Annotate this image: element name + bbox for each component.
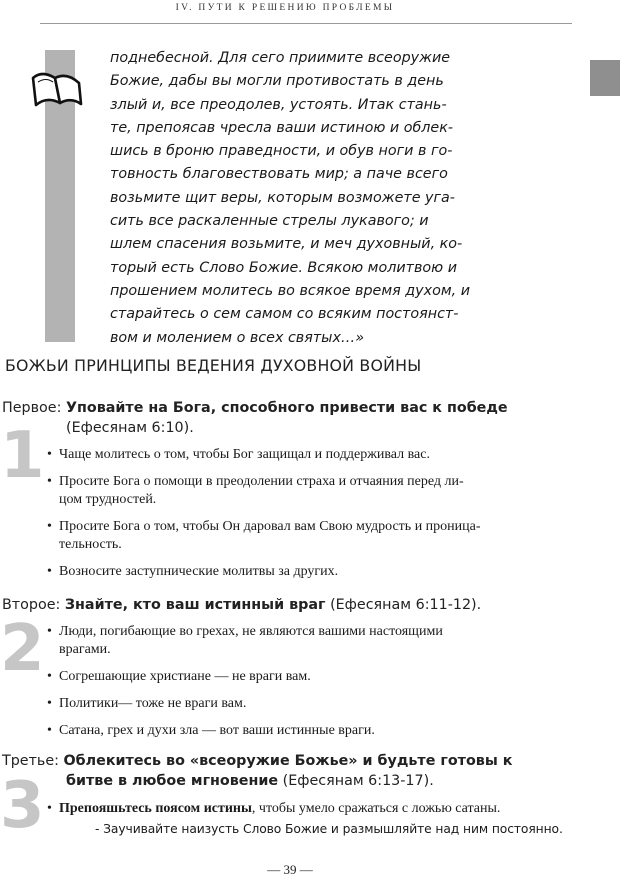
quote-line: те, препоясав чресла ваши истиною и облек- xyxy=(110,119,454,136)
list-item: • Политики— тоже не враги вам. xyxy=(47,696,247,711)
list-item: • Сатана, грех и духи зла — вот ваши истинные враги. xyxy=(47,723,375,738)
principle-items xyxy=(47,623,443,740)
principle-title-cont: битве в любое мгновение xyxy=(66,773,279,789)
list-item: • Возносите заступнические молитвы за других. xyxy=(47,564,339,579)
quote-line: прошением молитесь во всякое время духом, и xyxy=(110,282,471,299)
principle-ref: (Ефесянам 6:13-17). xyxy=(282,773,434,789)
principle-heading: Второе: Знайте, кто ваш истинный враг (Ефесянам 6:11-12). xyxy=(2,597,482,613)
quote-line: поднебесной. Для сего приимите всеоружие xyxy=(110,50,451,66)
list-item: • Препояшьтесь поясом истины, чтобы умело сражаться с ложью сатаны. xyxy=(47,801,501,816)
header-rule xyxy=(40,23,572,24)
principle-title: Знайте, кто ваш истинный враг xyxy=(64,597,326,613)
section-title: БОЖЬИ ПРИНЦИПЫ ВЕДЕНИЯ ДУХОВНОЙ ВОЙНЫ xyxy=(5,356,422,375)
principle-label: Первое xyxy=(2,400,57,416)
list-item: • Просите Бога о том, чтобы Он даровал вам Свою мудрость и проница- тельность. xyxy=(47,519,481,552)
running-header: IV. ПУТИ К РЕШЕНИЮ ПРОБЛЕМЫ xyxy=(175,3,395,13)
quote-line: шлем спасения возьмите, и меч духовный, ко- xyxy=(110,236,463,253)
principle-heading: Третье: Облекитесь во «всеоружие Божье» и будьте готовы к битве в любое мгновение (Ефесянам 6:13-17). xyxy=(2,753,513,789)
principle-items xyxy=(47,800,500,818)
list-item: • Просите Бога о помощи в преодолении страха и отчаяния перед ли- цом трудностей. xyxy=(47,474,464,507)
item-text: , чтобы умело сражаться с ложью сатаны. xyxy=(251,801,501,816)
list-item: • Люди, погибающие во грехах, не являются вашими настоящими врагами. xyxy=(47,624,443,657)
principle-ref: (Ефесянам 6:10). xyxy=(66,420,194,436)
principle-label: Третье xyxy=(2,753,55,769)
principle-number: 2 xyxy=(0,612,45,686)
scripture-quote xyxy=(110,47,475,350)
principle-title: Уповайте на Бога, способного привести вас к победе xyxy=(65,400,508,416)
principle-ref: (Ефесянам 6:11-12). xyxy=(330,597,482,613)
quote-line: вом и молением о всех святых…» xyxy=(110,329,365,346)
quote-line: сить все раскаленные стрелы лукавого; и xyxy=(110,213,429,230)
quote-line: возьмите щит веры, которым возможете уга- xyxy=(110,189,455,206)
list-item: • Согрешающие христиане — не враги вам. xyxy=(47,669,311,684)
chapter-tab xyxy=(590,60,620,96)
quote-line: товность благовествовать мир; а паче всего xyxy=(110,166,448,183)
quote-line: злый и, все преодолев, устоять. Итак стань- xyxy=(110,96,447,113)
quote-line: торый есть Слово Божие. Всякою молитвою и xyxy=(110,259,457,276)
quote-line: шись в броню праведности, и обув ноги в го- xyxy=(110,143,453,160)
principle-heading: Первое: Уповайте на Бога, способного привести вас к победе (Ефесянам 6:10). xyxy=(2,400,508,436)
principle-label: Второе xyxy=(2,597,56,613)
principle-title: Облекитесь во «всеоружие Божье» и будьте готовы к xyxy=(63,753,513,769)
quote-line: старайтесь о сем самом со всяким постоянст- xyxy=(110,306,459,323)
list-item: • Чаще молитесь о том, чтобы Бог защищал и поддерживал вас. xyxy=(47,447,430,462)
principle-items xyxy=(47,446,481,581)
principle-number: 1 xyxy=(0,419,45,493)
sub-item: - Заучивайте наизусть Слово Божие и размышляйте над ним постоянно. xyxy=(95,822,563,836)
open-book-icon xyxy=(29,68,85,110)
page-number: — 39 — xyxy=(267,862,313,877)
quote-line: Божие, дабы вы могли противостать в день xyxy=(110,73,444,90)
principle-number: 3 xyxy=(0,769,45,843)
item-bold: Препояшьтесь поясом истины xyxy=(59,801,252,816)
